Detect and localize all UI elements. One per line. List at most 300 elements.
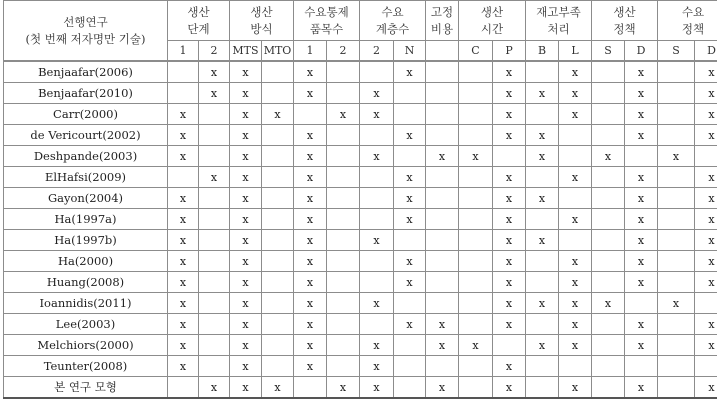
mark-cell	[426, 230, 459, 251]
mark-cell	[199, 251, 230, 272]
mark-cell: x	[168, 335, 199, 356]
table-row	[4, 335, 717, 356]
mark-cell	[592, 230, 625, 251]
mark-cell	[199, 272, 230, 293]
header-sub-cell: 2	[360, 41, 394, 62]
study-name-cell: Gayon(2004)	[4, 188, 168, 209]
mark-cell	[559, 230, 592, 251]
mark-cell: x	[327, 377, 360, 399]
header-sub-cell: 1	[168, 41, 199, 62]
mark-cell: x	[394, 314, 426, 335]
mark-cell: x	[559, 251, 592, 272]
mark-cell: x	[199, 167, 230, 188]
table-row	[4, 125, 717, 146]
header-sub-cell: S	[658, 41, 695, 62]
mark-cell	[327, 61, 360, 83]
mark-cell: x	[426, 146, 459, 167]
mark-cell: x	[592, 146, 625, 167]
header-group-cell	[592, 1, 658, 41]
study-name-cell: Ha(2000)	[4, 251, 168, 272]
table-row	[4, 377, 717, 399]
mark-cell	[394, 377, 426, 399]
mark-cell: x	[230, 356, 262, 377]
mark-cell	[394, 83, 426, 104]
mark-cell: x	[695, 377, 717, 399]
header-group-line: 수요통제	[304, 4, 349, 19]
mark-cell	[360, 167, 394, 188]
mark-cell: x	[294, 83, 327, 104]
mark-cell: x	[230, 61, 262, 83]
header-row-groups	[4, 1, 717, 41]
table-row	[4, 83, 717, 104]
table-row	[4, 272, 717, 293]
mark-cell: x	[262, 104, 294, 125]
mark-cell: x	[695, 209, 717, 230]
mark-cell	[262, 146, 294, 167]
mark-cell	[262, 251, 294, 272]
header-sub-cell: S	[592, 41, 625, 62]
mark-cell: x	[559, 335, 592, 356]
mark-cell: x	[526, 125, 559, 146]
mark-cell	[526, 314, 559, 335]
mark-cell	[360, 61, 394, 83]
header-group-cell	[168, 1, 230, 41]
mark-cell: x	[262, 377, 294, 399]
mark-cell	[658, 251, 695, 272]
mark-cell	[327, 272, 360, 293]
header-group-line: 수요	[381, 4, 404, 19]
mark-cell	[426, 167, 459, 188]
mark-cell: x	[294, 293, 327, 314]
table-row	[4, 146, 717, 167]
mark-cell	[658, 377, 695, 399]
mark-cell	[262, 167, 294, 188]
mark-cell	[658, 188, 695, 209]
header-group-line: 생산	[613, 4, 636, 19]
study-name-cell: Carr(2000)	[4, 104, 168, 125]
mark-cell: x	[230, 167, 262, 188]
mark-cell	[327, 293, 360, 314]
mark-cell: x	[426, 377, 459, 399]
mark-cell	[327, 356, 360, 377]
mark-cell: x	[493, 251, 526, 272]
mark-cell	[394, 335, 426, 356]
mark-cell: x	[625, 251, 658, 272]
header-group-cell	[360, 1, 426, 41]
mark-cell	[459, 293, 493, 314]
header-cell-study	[4, 1, 168, 62]
mark-cell: x	[230, 230, 262, 251]
mark-cell: x	[695, 167, 717, 188]
mark-cell	[559, 125, 592, 146]
mark-cell	[559, 356, 592, 377]
mark-cell: x	[168, 251, 199, 272]
header-group-line: 처리	[547, 21, 570, 36]
mark-cell	[426, 356, 459, 377]
mark-cell	[394, 230, 426, 251]
mark-cell: x	[559, 377, 592, 399]
mark-cell	[426, 293, 459, 314]
study-name-cell: Ha(1997b)	[4, 230, 168, 251]
header-sub-cell: MTO	[262, 41, 294, 62]
mark-cell: x	[493, 272, 526, 293]
mark-cell: x	[559, 104, 592, 125]
mark-cell	[360, 188, 394, 209]
mark-cell: x	[360, 146, 394, 167]
mark-cell: x	[294, 272, 327, 293]
mark-cell	[695, 356, 717, 377]
mark-cell: x	[493, 377, 526, 399]
literature-comparison-table	[3, 0, 717, 399]
study-name-cell: Ioannidis(2011)	[4, 293, 168, 314]
mark-cell	[459, 356, 493, 377]
mark-cell: x	[695, 104, 717, 125]
mark-cell	[658, 209, 695, 230]
mark-cell	[327, 209, 360, 230]
mark-cell: x	[230, 272, 262, 293]
header-group-cell	[459, 1, 526, 41]
mark-cell: x	[294, 314, 327, 335]
mark-cell	[592, 209, 625, 230]
mark-cell	[459, 125, 493, 146]
header-group-line: 고정	[430, 4, 454, 19]
mark-cell	[168, 83, 199, 104]
header-group-line: 시간	[480, 21, 504, 36]
mark-cell: x	[625, 230, 658, 251]
mark-cell: x	[493, 209, 526, 230]
mark-cell: x	[168, 104, 199, 125]
mark-cell	[592, 272, 625, 293]
mark-cell: x	[493, 188, 526, 209]
mark-cell	[658, 314, 695, 335]
study-name-cell: 본 연구 모형	[4, 377, 168, 399]
mark-cell: x	[394, 209, 426, 230]
mark-cell	[493, 146, 526, 167]
mark-cell: x	[625, 61, 658, 83]
mark-cell	[168, 61, 199, 83]
mark-cell	[394, 104, 426, 125]
mark-cell	[625, 356, 658, 377]
header-group-line: 계층수	[375, 21, 410, 36]
mark-cell	[592, 188, 625, 209]
mark-cell	[592, 83, 625, 104]
mark-cell	[426, 61, 459, 83]
mark-cell	[426, 104, 459, 125]
table-row	[4, 188, 717, 209]
mark-cell: x	[394, 188, 426, 209]
mark-cell: x	[526, 230, 559, 251]
mark-cell	[294, 377, 327, 399]
header-group-cell	[526, 1, 592, 41]
study-name-cell: Benjaafar(2006)	[4, 61, 168, 83]
mark-cell	[327, 125, 360, 146]
header-group-line: 재고부족	[536, 4, 581, 19]
header-sub-cell: B	[526, 41, 559, 62]
mark-cell	[327, 251, 360, 272]
header-group-line: 수요	[681, 4, 705, 19]
mark-cell	[459, 251, 493, 272]
mark-cell: x	[394, 167, 426, 188]
mark-cell: x	[625, 83, 658, 104]
header-sub-cell: MTS	[230, 41, 262, 62]
header-sub-cell: 2	[199, 41, 230, 62]
mark-cell: x	[168, 272, 199, 293]
mark-cell: x	[695, 272, 717, 293]
mark-cell: x	[168, 209, 199, 230]
mark-cell	[459, 104, 493, 125]
mark-cell: x	[625, 188, 658, 209]
mark-cell	[327, 335, 360, 356]
mark-cell	[262, 125, 294, 146]
header-sub-cell	[426, 41, 459, 62]
mark-cell: x	[625, 104, 658, 125]
mark-cell	[360, 125, 394, 146]
mark-cell: x	[360, 104, 394, 125]
mark-cell: x	[559, 314, 592, 335]
mark-cell	[199, 335, 230, 356]
mark-cell: x	[294, 356, 327, 377]
mark-cell	[394, 146, 426, 167]
mark-cell: x	[625, 209, 658, 230]
table-row	[4, 356, 717, 377]
mark-cell: x	[294, 335, 327, 356]
mark-cell: x	[199, 61, 230, 83]
mark-cell: x	[230, 314, 262, 335]
mark-cell: x	[426, 335, 459, 356]
mark-cell	[327, 230, 360, 251]
mark-cell: x	[230, 293, 262, 314]
mark-cell	[199, 356, 230, 377]
mark-cell	[199, 209, 230, 230]
mark-cell: x	[230, 125, 262, 146]
mark-cell: x	[493, 83, 526, 104]
table-row	[4, 104, 717, 125]
mark-cell: x	[294, 146, 327, 167]
header-sub-cell: 1	[294, 41, 327, 62]
mark-cell: x	[493, 314, 526, 335]
mark-cell: x	[199, 377, 230, 399]
table-row	[4, 251, 717, 272]
table-body	[4, 61, 717, 398]
header-group-cell	[658, 1, 717, 41]
mark-cell: x	[294, 251, 327, 272]
table-row	[4, 314, 717, 335]
mark-cell	[262, 356, 294, 377]
study-name-cell: Deshpande(2003)	[4, 146, 168, 167]
table-row	[4, 209, 717, 230]
mark-cell	[199, 314, 230, 335]
mark-cell	[526, 377, 559, 399]
mark-cell: x	[526, 293, 559, 314]
header-group-line: 품목수	[309, 21, 344, 36]
mark-cell	[327, 83, 360, 104]
mark-cell	[592, 377, 625, 399]
mark-cell: x	[493, 356, 526, 377]
header-group-line: 정책	[681, 21, 705, 36]
mark-cell: x	[394, 251, 426, 272]
header-sub-cell: L	[559, 41, 592, 62]
mark-cell: x	[294, 125, 327, 146]
mark-cell	[262, 83, 294, 104]
mark-cell: x	[526, 146, 559, 167]
study-name-cell: Benjaafar(2010)	[4, 83, 168, 104]
mark-cell: x	[493, 167, 526, 188]
mark-cell	[426, 188, 459, 209]
mark-cell: x	[459, 335, 493, 356]
mark-cell: x	[559, 272, 592, 293]
mark-cell: x	[695, 335, 717, 356]
mark-cell	[426, 272, 459, 293]
header-group-line: 단계	[187, 21, 210, 36]
mark-cell	[625, 146, 658, 167]
mark-cell	[526, 104, 559, 125]
mark-cell: x	[294, 167, 327, 188]
header-study-line: 선행연구	[63, 14, 108, 29]
mark-cell	[493, 335, 526, 356]
mark-cell	[394, 293, 426, 314]
study-name-cell: Melchiors(2000)	[4, 335, 168, 356]
mark-cell	[459, 314, 493, 335]
mark-cell: x	[625, 167, 658, 188]
mark-cell	[262, 61, 294, 83]
mark-cell: x	[695, 83, 717, 104]
mark-cell: x	[168, 314, 199, 335]
mark-cell	[360, 314, 394, 335]
table-row	[4, 230, 717, 251]
study-name-cell: ElHafsi(2009)	[4, 167, 168, 188]
mark-cell: x	[230, 146, 262, 167]
mark-cell: x	[168, 125, 199, 146]
mark-cell: x	[526, 83, 559, 104]
mark-cell: x	[695, 61, 717, 83]
table-row	[4, 293, 717, 314]
mark-cell: x	[658, 146, 695, 167]
mark-cell	[327, 314, 360, 335]
mark-cell: x	[695, 314, 717, 335]
mark-cell: x	[168, 356, 199, 377]
header-sub-cell: D	[695, 41, 717, 62]
mark-cell: x	[625, 335, 658, 356]
table-row	[4, 167, 717, 188]
mark-cell: x	[695, 125, 717, 146]
mark-cell	[658, 83, 695, 104]
header-group-cell	[426, 1, 459, 41]
mark-cell	[459, 83, 493, 104]
mark-cell: x	[592, 293, 625, 314]
mark-cell: x	[230, 83, 262, 104]
table-row	[4, 61, 717, 83]
mark-cell	[526, 272, 559, 293]
mark-cell: x	[294, 209, 327, 230]
mark-cell: x	[360, 356, 394, 377]
mark-cell: x	[695, 230, 717, 251]
mark-cell: x	[526, 188, 559, 209]
header-sub-cell: P	[493, 41, 526, 62]
mark-cell	[199, 230, 230, 251]
mark-cell	[526, 356, 559, 377]
mark-cell: x	[394, 272, 426, 293]
mark-cell	[658, 335, 695, 356]
mark-cell: x	[459, 146, 493, 167]
mark-cell: x	[559, 209, 592, 230]
mark-cell: x	[493, 230, 526, 251]
header-group-line: 방식	[250, 21, 273, 36]
mark-cell	[658, 272, 695, 293]
header-group-line: 생산	[250, 4, 273, 19]
header-group-line: 비용	[430, 21, 454, 36]
mark-cell: x	[526, 335, 559, 356]
mark-cell	[168, 167, 199, 188]
mark-cell	[459, 167, 493, 188]
mark-cell: x	[625, 314, 658, 335]
mark-cell	[559, 188, 592, 209]
mark-cell	[658, 167, 695, 188]
mark-cell	[262, 272, 294, 293]
mark-cell: x	[168, 230, 199, 251]
mark-cell: x	[168, 293, 199, 314]
mark-cell	[459, 188, 493, 209]
mark-cell	[658, 230, 695, 251]
mark-cell	[658, 61, 695, 83]
mark-cell	[592, 125, 625, 146]
header-sub-cell: 2	[327, 41, 360, 62]
header-study-line: (첫 번째 저자명만 기술)	[25, 31, 146, 46]
mark-cell	[559, 146, 592, 167]
mark-cell	[360, 251, 394, 272]
study-name-cell: Lee(2003)	[4, 314, 168, 335]
mark-cell	[199, 146, 230, 167]
mark-cell: x	[695, 251, 717, 272]
mark-cell	[658, 356, 695, 377]
mark-cell	[262, 293, 294, 314]
mark-cell: x	[230, 209, 262, 230]
mark-cell: x	[559, 83, 592, 104]
mark-cell	[327, 188, 360, 209]
study-name-cell: Teunter(2008)	[4, 356, 168, 377]
mark-cell	[262, 230, 294, 251]
mark-cell: x	[426, 314, 459, 335]
mark-cell	[262, 335, 294, 356]
mark-cell: x	[294, 230, 327, 251]
mark-cell	[526, 251, 559, 272]
mark-cell	[360, 209, 394, 230]
mark-cell: x	[360, 335, 394, 356]
mark-cell	[199, 188, 230, 209]
mark-cell	[394, 356, 426, 377]
mark-cell	[262, 209, 294, 230]
mark-cell: x	[230, 251, 262, 272]
header-sub-cell: D	[625, 41, 658, 62]
mark-cell: x	[493, 293, 526, 314]
mark-cell	[592, 251, 625, 272]
mark-cell: x	[625, 377, 658, 399]
mark-cell: x	[230, 188, 262, 209]
mark-cell: x	[199, 83, 230, 104]
mark-cell: x	[394, 125, 426, 146]
mark-cell	[199, 125, 230, 146]
mark-cell	[327, 146, 360, 167]
mark-cell	[658, 104, 695, 125]
mark-cell: x	[168, 188, 199, 209]
mark-cell	[592, 167, 625, 188]
mark-cell: x	[394, 61, 426, 83]
study-name-cell: Huang(2008)	[4, 272, 168, 293]
mark-cell: x	[695, 188, 717, 209]
study-name-cell: Ha(1997a)	[4, 209, 168, 230]
header-group-cell	[294, 1, 360, 41]
mark-cell	[592, 335, 625, 356]
mark-cell	[695, 293, 717, 314]
